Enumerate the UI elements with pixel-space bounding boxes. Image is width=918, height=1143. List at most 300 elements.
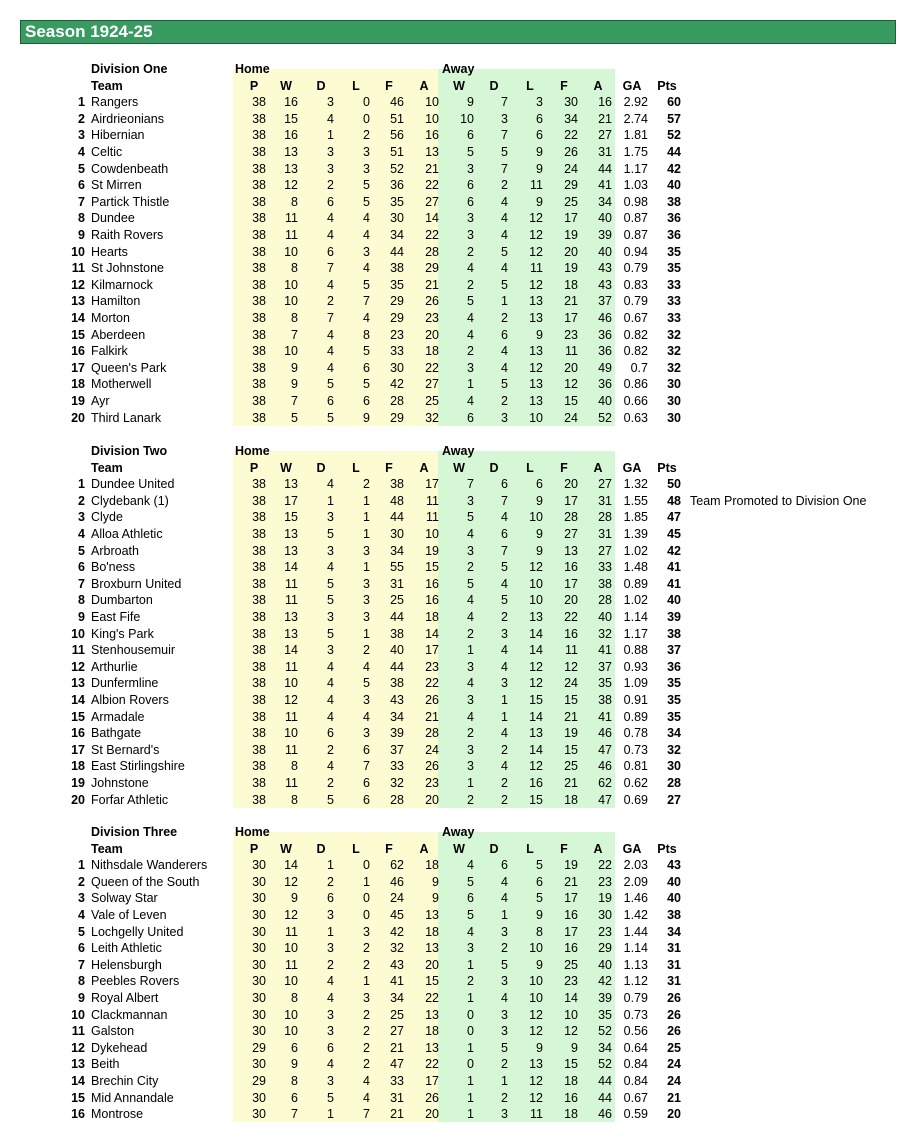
af-cell: 20 <box>564 244 578 259</box>
column-header: A <box>593 78 603 93</box>
p-cell: 30 <box>252 991 266 1005</box>
ha-cell: 22 <box>425 360 439 375</box>
aa-cell: 34 <box>598 1040 612 1055</box>
table-row <box>0 94 918 111</box>
aa-cell: 37 <box>598 294 612 309</box>
ha-cell: 21 <box>425 709 439 724</box>
away-label: Away <box>442 825 475 839</box>
pts-cell: 33 <box>667 277 681 292</box>
al-cell: 13 <box>529 377 543 392</box>
team-name-cell: Clydebank (1) <box>91 493 169 508</box>
pts-cell: 31 <box>667 957 681 972</box>
aw-cell: 1 <box>467 991 474 1005</box>
hf-cell: 30 <box>390 360 404 375</box>
team-name-cell: Dundee United <box>91 477 175 492</box>
team-name-cell: Queen's Park <box>91 360 167 375</box>
table-row <box>0 758 918 775</box>
hf-cell: 56 <box>390 128 404 143</box>
pts-cell: 39 <box>667 610 681 624</box>
hd-cell: 3 <box>327 543 334 558</box>
hl-cell: 2 <box>363 1007 370 1022</box>
hf-cell: 27 <box>390 1024 404 1039</box>
aa-cell: 47 <box>598 742 612 757</box>
table-row <box>0 310 918 327</box>
ha-cell: 23 <box>425 776 439 790</box>
aw-cell: 3 <box>467 211 474 226</box>
hl-cell: 3 <box>363 991 370 1005</box>
p-cell: 30 <box>252 1007 266 1022</box>
division-name: Division One <box>91 62 168 76</box>
aw-cell: 3 <box>467 228 474 242</box>
team-name-cell: Partick Thistle <box>91 194 170 209</box>
hd-cell: 7 <box>327 311 334 325</box>
hf-cell: 21 <box>390 1107 404 1122</box>
ad-cell: 4 <box>501 344 508 359</box>
position-cell: 8 <box>78 593 85 608</box>
af-cell: 11 <box>565 344 578 359</box>
hl-cell: 3 <box>363 576 370 591</box>
af-cell: 15 <box>564 1057 578 1072</box>
al-cell: 14 <box>529 643 543 658</box>
af-cell: 14 <box>564 991 578 1005</box>
ha-cell: 22 <box>425 178 439 193</box>
hd-cell: 6 <box>327 194 334 209</box>
p-cell: 38 <box>252 111 266 126</box>
team-name-cell: Beith <box>91 1057 120 1072</box>
table-row <box>0 111 918 128</box>
hw-cell: 11 <box>285 659 298 674</box>
af-cell: 22 <box>564 610 578 624</box>
table-row <box>0 526 918 543</box>
hl-cell: 3 <box>363 161 370 176</box>
pts-cell: 36 <box>667 211 681 226</box>
hw-cell: 9 <box>291 891 298 906</box>
hf-cell: 25 <box>390 593 404 608</box>
table-row <box>0 260 918 277</box>
position-cell: 8 <box>78 974 85 989</box>
p-cell: 38 <box>252 277 266 292</box>
column-header: Pts <box>657 460 677 475</box>
ad-cell: 4 <box>501 991 508 1005</box>
aa-cell: 31 <box>598 145 612 159</box>
hw-cell: 8 <box>291 194 298 209</box>
column-header: L <box>526 460 534 475</box>
division-name: Division Two <box>91 444 168 458</box>
aa-cell: 43 <box>598 261 612 276</box>
ha-cell: 23 <box>425 659 439 674</box>
p-cell: 38 <box>252 244 266 259</box>
team-name-cell: King's Park <box>91 626 154 641</box>
aa-cell: 35 <box>598 1007 612 1022</box>
hl-cell: 5 <box>363 178 370 193</box>
ha-cell: 18 <box>425 1024 439 1039</box>
p-cell: 38 <box>252 676 266 691</box>
pts-cell: 40 <box>667 891 681 906</box>
table-row <box>0 792 918 809</box>
p-cell: 38 <box>252 693 266 707</box>
aa-cell: 31 <box>598 493 612 508</box>
ad-cell: 3 <box>501 1007 508 1022</box>
ga-cell: 1.17 <box>623 161 648 176</box>
ha-cell: 20 <box>425 792 439 807</box>
hd-cell: 4 <box>327 277 334 292</box>
table-row <box>0 659 918 676</box>
pts-cell: 32 <box>667 742 681 757</box>
team-name-cell: Albion Rovers <box>91 693 169 707</box>
hl-cell: 4 <box>363 1090 370 1105</box>
hd-cell: 4 <box>327 709 334 724</box>
ga-cell: 0.62 <box>623 776 648 790</box>
ad-cell: 2 <box>501 178 508 193</box>
p-cell: 30 <box>252 974 266 989</box>
ha-cell: 15 <box>425 560 439 575</box>
al-cell: 9 <box>536 145 543 159</box>
ha-cell: 32 <box>425 410 439 425</box>
division-header-row <box>0 443 918 460</box>
column-header: F <box>385 78 393 93</box>
aw-cell: 4 <box>467 610 474 624</box>
al-cell: 13 <box>529 294 543 309</box>
table-row <box>0 509 918 526</box>
aw-cell: 4 <box>467 676 474 691</box>
ha-cell: 10 <box>425 527 439 541</box>
hw-cell: 15 <box>284 111 298 126</box>
team-name-cell: Clackmannan <box>91 1007 168 1022</box>
ga-cell: 1.44 <box>623 924 648 939</box>
p-cell: 38 <box>252 527 266 541</box>
ga-cell: 1.85 <box>623 510 648 525</box>
column-header-row <box>0 460 918 477</box>
pts-cell: 40 <box>667 874 681 889</box>
al-cell: 10 <box>529 576 543 591</box>
aa-cell: 47 <box>598 792 612 807</box>
hf-cell: 45 <box>390 908 404 922</box>
pts-cell: 30 <box>667 759 681 774</box>
ga-cell: 1.46 <box>623 891 648 906</box>
hd-cell: 3 <box>327 941 334 956</box>
table-row <box>0 493 918 510</box>
p-cell: 38 <box>252 410 266 425</box>
hf-cell: 34 <box>390 991 404 1005</box>
p-cell: 38 <box>252 161 266 176</box>
hl-cell: 4 <box>363 311 370 325</box>
ga-cell: 0.7 <box>630 360 648 375</box>
column-header: D <box>316 460 326 475</box>
hw-cell: 11 <box>285 576 298 591</box>
pts-cell: 37 <box>667 643 681 658</box>
ad-cell: 5 <box>501 377 508 392</box>
hd-cell: 1 <box>327 858 334 873</box>
hd-cell: 3 <box>327 145 334 159</box>
ha-cell: 25 <box>425 394 439 408</box>
p-cell: 38 <box>252 593 266 608</box>
team-name-cell: Helensburgh <box>91 957 162 972</box>
table-row <box>0 742 918 759</box>
team-name-cell: Lochgelly United <box>91 924 184 939</box>
hd-cell: 4 <box>327 360 334 375</box>
hw-cell: 16 <box>284 128 298 143</box>
hw-cell: 10 <box>284 244 298 259</box>
hd-cell: 4 <box>327 659 334 674</box>
aa-cell: 41 <box>598 178 612 193</box>
hf-cell: 29 <box>390 410 404 425</box>
hf-cell: 41 <box>390 974 404 989</box>
hl-cell: 1 <box>363 974 370 989</box>
table-row <box>0 940 918 957</box>
hf-cell: 30 <box>390 527 404 541</box>
table-row <box>0 559 918 576</box>
column-header: D <box>316 78 326 93</box>
ha-cell: 18 <box>425 858 439 873</box>
aw-cell: 1 <box>467 1074 474 1088</box>
hw-cell: 10 <box>284 344 298 359</box>
al-cell: 10 <box>529 974 543 989</box>
hf-cell: 33 <box>390 344 404 359</box>
hw-cell: 14 <box>284 858 298 873</box>
position-cell: 3 <box>78 128 85 143</box>
hl-cell: 3 <box>363 244 370 259</box>
aa-cell: 31 <box>598 527 612 541</box>
hf-cell: 44 <box>390 244 404 259</box>
al-cell: 3 <box>536 95 543 110</box>
hd-cell: 2 <box>327 742 334 757</box>
hf-cell: 29 <box>390 311 404 325</box>
af-cell: 11 <box>565 643 578 658</box>
ha-cell: 18 <box>425 610 439 624</box>
af-cell: 25 <box>564 759 578 774</box>
column-header: W <box>280 841 292 856</box>
hd-cell: 5 <box>327 576 334 591</box>
aw-cell: 7 <box>467 477 474 492</box>
hw-cell: 11 <box>285 957 298 972</box>
ga-cell: 0.64 <box>623 1040 648 1055</box>
hd-cell: 3 <box>327 908 334 922</box>
hl-cell: 2 <box>363 643 370 658</box>
table-row <box>0 393 918 410</box>
aa-cell: 41 <box>598 643 612 658</box>
ad-cell: 2 <box>501 742 508 757</box>
hl-cell: 7 <box>363 294 370 309</box>
aa-cell: 38 <box>598 576 612 591</box>
hw-cell: 12 <box>284 874 298 889</box>
af-cell: 26 <box>564 145 578 159</box>
af-cell: 21 <box>564 874 578 889</box>
team-name-cell: Hearts <box>91 244 128 259</box>
hf-cell: 46 <box>390 874 404 889</box>
af-cell: 17 <box>564 493 578 508</box>
hd-cell: 4 <box>327 974 334 989</box>
pts-cell: 30 <box>667 410 681 425</box>
aa-cell: 27 <box>598 477 612 492</box>
hl-cell: 5 <box>363 344 370 359</box>
af-cell: 12 <box>564 377 578 392</box>
p-cell: 38 <box>252 659 266 674</box>
pts-cell: 35 <box>667 693 681 707</box>
hf-cell: 31 <box>390 576 404 591</box>
aa-cell: 44 <box>598 1090 612 1105</box>
pts-cell: 52 <box>667 128 681 143</box>
ad-cell: 3 <box>501 626 508 641</box>
p-cell: 38 <box>252 95 266 110</box>
pts-cell: 34 <box>667 924 681 939</box>
af-cell: 20 <box>564 360 578 375</box>
af-cell: 20 <box>564 593 578 608</box>
hl-cell: 2 <box>363 1040 370 1055</box>
al-cell: 12 <box>529 1090 543 1105</box>
aa-cell: 23 <box>598 874 612 889</box>
ad-cell: 6 <box>501 327 508 342</box>
hl-cell: 7 <box>363 759 370 774</box>
table-row <box>0 775 918 792</box>
column-header: L <box>352 78 360 93</box>
ad-cell: 4 <box>501 726 508 741</box>
position-cell: 11 <box>71 643 85 658</box>
af-cell: 16 <box>564 560 578 575</box>
team-name-cell: St Mirren <box>91 178 142 193</box>
team-name-cell: East Fife <box>91 610 141 624</box>
pts-cell: 20 <box>667 1107 681 1122</box>
position-cell: 17 <box>71 742 85 757</box>
hf-cell: 51 <box>390 145 404 159</box>
table-row <box>0 907 918 924</box>
ga-cell: 0.83 <box>623 277 648 292</box>
table-row <box>0 410 918 427</box>
hl-cell: 6 <box>363 792 370 807</box>
ha-cell: 21 <box>425 277 439 292</box>
pts-cell: 50 <box>667 477 681 492</box>
hf-cell: 47 <box>390 1057 404 1072</box>
aw-cell: 6 <box>467 128 474 143</box>
aa-cell: 21 <box>598 111 612 126</box>
p-cell: 30 <box>252 1107 266 1122</box>
hw-cell: 16 <box>284 95 298 110</box>
position-cell: 5 <box>78 161 85 176</box>
hl-cell: 2 <box>363 128 370 143</box>
aa-cell: 62 <box>598 776 612 790</box>
ad-cell: 4 <box>501 261 508 276</box>
p-cell: 30 <box>252 941 266 956</box>
pts-cell: 26 <box>667 991 681 1005</box>
ga-cell: 1.75 <box>623 145 648 159</box>
hl-cell: 1 <box>363 493 370 508</box>
al-cell: 5 <box>536 891 543 906</box>
ad-cell: 1 <box>501 294 508 309</box>
al-cell: 10 <box>529 593 543 608</box>
ha-cell: 13 <box>425 145 439 159</box>
hl-cell: 5 <box>363 194 370 209</box>
column-header: A <box>419 841 429 856</box>
al-cell: 9 <box>536 327 543 342</box>
pts-cell: 30 <box>667 377 681 392</box>
ad-cell: 2 <box>501 311 508 325</box>
hd-cell: 4 <box>327 676 334 691</box>
af-cell: 18 <box>564 1107 578 1122</box>
ad-cell: 2 <box>501 610 508 624</box>
ha-cell: 22 <box>425 676 439 691</box>
af-cell: 28 <box>564 510 578 525</box>
hd-cell: 2 <box>327 957 334 972</box>
hl-cell: 3 <box>363 924 370 939</box>
aa-cell: 40 <box>598 957 612 972</box>
aw-cell: 4 <box>467 311 474 325</box>
al-cell: 12 <box>529 244 543 259</box>
home-label: Home <box>235 825 270 839</box>
ga-cell: 0.78 <box>623 726 648 741</box>
ga-cell: 1.03 <box>623 178 648 193</box>
table-row <box>0 874 918 891</box>
team-name-cell: Nithsdale Wanderers <box>91 858 208 873</box>
away-label: Away <box>442 62 475 76</box>
column-header: GA <box>622 460 642 475</box>
pts-cell: 27 <box>667 792 681 807</box>
af-cell: 23 <box>564 974 578 989</box>
column-header: L <box>352 460 360 475</box>
team-name-cell: Royal Albert <box>91 991 159 1005</box>
position-cell: 7 <box>78 957 85 972</box>
al-cell: 13 <box>529 311 543 325</box>
ga-cell: 0.79 <box>623 991 648 1005</box>
team-name-cell: Kilmarnock <box>91 277 153 292</box>
ha-cell: 22 <box>425 228 439 242</box>
hd-cell: 4 <box>327 693 334 707</box>
division-header-row <box>0 61 918 78</box>
ga-cell: 0.98 <box>623 194 648 209</box>
pts-cell: 31 <box>667 974 681 989</box>
al-cell: 12 <box>529 360 543 375</box>
table-row <box>0 127 918 144</box>
ha-cell: 23 <box>425 311 439 325</box>
team-name-cell: Morton <box>91 311 130 325</box>
position-cell: 12 <box>71 277 85 292</box>
hw-cell: 9 <box>291 377 298 392</box>
ha-cell: 16 <box>425 593 439 608</box>
pts-cell: 43 <box>667 858 681 873</box>
team-name-cell: Bathgate <box>91 726 142 741</box>
aa-cell: 27 <box>598 543 612 558</box>
aa-cell: 19 <box>598 891 612 906</box>
aw-cell: 0 <box>467 1007 474 1022</box>
ga-cell: 0.73 <box>623 742 648 757</box>
hl-cell: 4 <box>363 261 370 276</box>
af-cell: 13 <box>564 543 578 558</box>
ga-cell: 0.87 <box>623 211 648 226</box>
p-cell: 38 <box>252 493 266 508</box>
p-cell: 38 <box>252 560 266 575</box>
pts-cell: 38 <box>667 908 681 922</box>
promotion-note: Team Promoted to Division One <box>690 493 867 508</box>
column-header: Pts <box>657 841 677 856</box>
al-cell: 10 <box>529 510 543 525</box>
hf-cell: 24 <box>390 891 404 906</box>
hd-cell: 4 <box>327 759 334 774</box>
ga-cell: 1.48 <box>623 560 648 575</box>
aa-cell: 46 <box>598 311 612 325</box>
ha-cell: 11 <box>426 493 439 508</box>
hl-cell: 0 <box>363 891 370 906</box>
al-cell: 9 <box>536 194 543 209</box>
al-cell: 12 <box>529 1007 543 1022</box>
aa-cell: 40 <box>598 211 612 226</box>
ha-cell: 13 <box>425 941 439 956</box>
aw-cell: 3 <box>467 742 474 757</box>
hf-cell: 36 <box>390 178 404 193</box>
p-cell: 38 <box>252 128 266 143</box>
hd-cell: 3 <box>327 643 334 658</box>
hd-cell: 5 <box>327 792 334 807</box>
pts-cell: 40 <box>667 178 681 193</box>
p-cell: 29 <box>252 1074 266 1088</box>
team-header: Team <box>91 460 123 475</box>
